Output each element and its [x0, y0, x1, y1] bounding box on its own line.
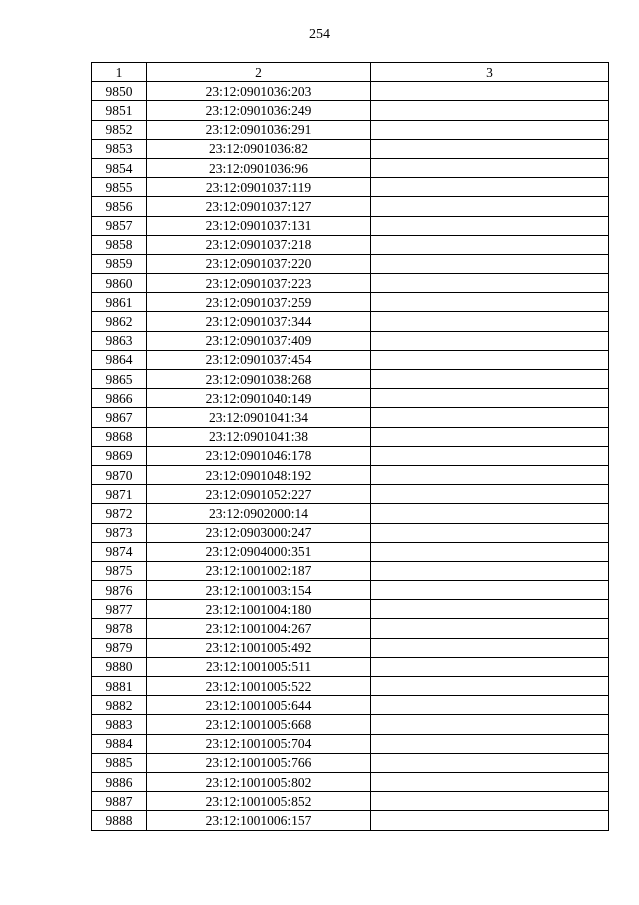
table-row — [92, 734, 609, 753]
table-row — [92, 619, 609, 638]
note-cell — [371, 523, 609, 542]
cadastral-number-cell: 23:12:1001005:644 — [147, 696, 371, 715]
row-number-cell: 9886 — [92, 772, 147, 791]
note-cell — [371, 408, 609, 427]
column-header-3: 3 — [371, 63, 609, 82]
cadastral-number-cell: 23:12:1001005:802 — [147, 772, 371, 791]
row-number-cell: 9866 — [92, 389, 147, 408]
note-cell — [371, 178, 609, 197]
row-number-cell: 9876 — [92, 581, 147, 600]
cadastral-number-cell: 23:12:1001005:511 — [147, 657, 371, 676]
table-row — [92, 465, 609, 484]
table-row — [92, 82, 609, 101]
table-row — [92, 197, 609, 216]
note-cell — [371, 600, 609, 619]
row-number-cell: 9869 — [92, 446, 147, 465]
cadastral-number-cell: 23:12:1001005:492 — [147, 638, 371, 657]
note-cell — [371, 561, 609, 580]
table-row — [92, 523, 609, 542]
row-number-cell: 9868 — [92, 427, 147, 446]
note-cell — [371, 792, 609, 811]
registry-table — [91, 62, 609, 831]
table-row — [92, 638, 609, 657]
note-cell — [371, 350, 609, 369]
row-number-cell: 9888 — [92, 811, 147, 830]
table-row — [92, 504, 609, 523]
note-cell — [371, 120, 609, 139]
note-cell — [371, 542, 609, 561]
row-number-cell: 9858 — [92, 235, 147, 254]
cadastral-number-cell: 23:12:1001005:852 — [147, 792, 371, 811]
cadastral-number-cell: 23:12:0901037:223 — [147, 274, 371, 293]
header-row — [92, 63, 609, 82]
row-number-cell: 9887 — [92, 792, 147, 811]
table-row — [92, 657, 609, 676]
cadastral-number-cell: 23:12:0901037:218 — [147, 235, 371, 254]
table-row — [92, 446, 609, 465]
table-row — [92, 331, 609, 350]
cadastral-number-cell: 23:12:1001005:668 — [147, 715, 371, 734]
cadastral-number-cell: 23:12:0901037:259 — [147, 293, 371, 312]
note-cell — [371, 696, 609, 715]
table-row — [92, 715, 609, 734]
table-row — [92, 696, 609, 715]
row-number-cell: 9877 — [92, 600, 147, 619]
cadastral-number-cell: 23:12:0901036:291 — [147, 120, 371, 139]
cadastral-number-cell: 23:12:0901041:34 — [147, 408, 371, 427]
row-number-cell: 9867 — [92, 408, 147, 427]
table-row — [92, 254, 609, 273]
cadastral-number-cell: 23:12:0901048:192 — [147, 465, 371, 484]
note-cell — [371, 753, 609, 772]
cadastral-number-cell: 23:12:0901037:409 — [147, 331, 371, 350]
row-number-cell: 9855 — [92, 178, 147, 197]
row-number-cell: 9861 — [92, 293, 147, 312]
cadastral-number-cell: 23:12:1001003:154 — [147, 581, 371, 600]
row-number-cell: 9853 — [92, 139, 147, 158]
note-cell — [371, 446, 609, 465]
note-cell — [371, 638, 609, 657]
row-number-cell: 9879 — [92, 638, 147, 657]
cadastral-number-cell: 23:12:0904000:351 — [147, 542, 371, 561]
row-number-cell: 9856 — [92, 197, 147, 216]
row-number-cell: 9880 — [92, 657, 147, 676]
row-number-cell: 9852 — [92, 120, 147, 139]
row-number-cell: 9854 — [92, 158, 147, 177]
note-cell — [371, 139, 609, 158]
row-number-cell: 9884 — [92, 734, 147, 753]
table-row — [92, 427, 609, 446]
note-cell — [371, 619, 609, 638]
row-number-cell: 9874 — [92, 542, 147, 561]
row-number-cell: 9865 — [92, 370, 147, 389]
row-number-cell: 9873 — [92, 523, 147, 542]
note-cell — [371, 485, 609, 504]
row-number-cell: 9850 — [92, 82, 147, 101]
table-row — [92, 370, 609, 389]
table-row — [92, 561, 609, 580]
row-number-cell: 9875 — [92, 561, 147, 580]
row-number-cell: 9872 — [92, 504, 147, 523]
cadastral-number-cell: 23:12:0901036:82 — [147, 139, 371, 158]
note-cell — [371, 734, 609, 753]
cadastral-number-cell: 23:12:1001004:267 — [147, 619, 371, 638]
row-number-cell: 9885 — [92, 753, 147, 772]
note-cell — [371, 274, 609, 293]
cadastral-number-cell: 23:12:0901041:38 — [147, 427, 371, 446]
table-row — [92, 101, 609, 120]
table-row — [92, 293, 609, 312]
table-row — [92, 216, 609, 235]
note-cell — [371, 158, 609, 177]
cadastral-number-cell: 23:12:0901036:249 — [147, 101, 371, 120]
table-row — [92, 753, 609, 772]
cadastral-number-cell: 23:12:0901037:344 — [147, 312, 371, 331]
cadastral-number-cell: 23:12:1001004:180 — [147, 600, 371, 619]
table-header — [92, 63, 609, 82]
note-cell — [371, 811, 609, 830]
table-row — [92, 408, 609, 427]
row-number-cell: 9863 — [92, 331, 147, 350]
row-number-cell: 9883 — [92, 715, 147, 734]
cadastral-number-cell: 23:12:0901038:268 — [147, 370, 371, 389]
table-row — [92, 120, 609, 139]
table-row — [92, 312, 609, 331]
cadastral-number-cell: 23:12:0901036:96 — [147, 158, 371, 177]
table-row — [92, 677, 609, 696]
table-row — [92, 600, 609, 619]
cadastral-number-cell: 23:12:0901037:119 — [147, 178, 371, 197]
table-row — [92, 235, 609, 254]
cadastral-number-cell: 23:12:1001006:157 — [147, 811, 371, 830]
note-cell — [371, 82, 609, 101]
table-row — [92, 581, 609, 600]
column-header-2: 2 — [147, 63, 371, 82]
row-number-cell: 9878 — [92, 619, 147, 638]
table-row — [92, 274, 609, 293]
note-cell — [371, 657, 609, 676]
table-row — [92, 485, 609, 504]
table-row — [92, 772, 609, 791]
note-cell — [371, 677, 609, 696]
table-row — [92, 542, 609, 561]
cadastral-number-cell: 23:12:0901040:149 — [147, 389, 371, 408]
row-number-cell: 9864 — [92, 350, 147, 369]
note-cell — [371, 389, 609, 408]
cadastral-number-cell: 23:12:0901036:203 — [147, 82, 371, 101]
note-cell — [371, 772, 609, 791]
cadastral-number-cell: 23:12:1001005:766 — [147, 753, 371, 772]
cadastral-number-cell: 23:12:0901046:178 — [147, 446, 371, 465]
note-cell — [371, 101, 609, 120]
table-row — [92, 811, 609, 830]
cadastral-number-cell: 23:12:0901037:131 — [147, 216, 371, 235]
note-cell — [371, 254, 609, 273]
row-number-cell: 9871 — [92, 485, 147, 504]
note-cell — [371, 504, 609, 523]
cadastral-number-cell: 23:12:0902000:14 — [147, 504, 371, 523]
cadastral-number-cell: 23:12:1001002:187 — [147, 561, 371, 580]
table-row — [92, 178, 609, 197]
table-body — [92, 82, 609, 830]
cadastral-number-cell: 23:12:0901037:454 — [147, 350, 371, 369]
row-number-cell: 9859 — [92, 254, 147, 273]
row-number-cell: 9870 — [92, 465, 147, 484]
note-cell — [371, 293, 609, 312]
cadastral-number-cell: 23:12:1001005:522 — [147, 677, 371, 696]
note-cell — [371, 370, 609, 389]
cadastral-number-cell: 23:12:0901037:220 — [147, 254, 371, 273]
row-number-cell: 9860 — [92, 274, 147, 293]
note-cell — [371, 581, 609, 600]
note-cell — [371, 427, 609, 446]
table-row — [92, 389, 609, 408]
table-row — [92, 350, 609, 369]
note-cell — [371, 331, 609, 350]
row-number-cell: 9857 — [92, 216, 147, 235]
row-number-cell: 9881 — [92, 677, 147, 696]
row-number-cell: 9882 — [92, 696, 147, 715]
note-cell — [371, 465, 609, 484]
note-cell — [371, 312, 609, 331]
page-number: 254 — [309, 27, 330, 42]
cadastral-number-cell: 23:12:0903000:247 — [147, 523, 371, 542]
row-number-cell: 9862 — [92, 312, 147, 331]
row-number-cell: 9851 — [92, 101, 147, 120]
note-cell — [371, 197, 609, 216]
table-row — [92, 158, 609, 177]
note-cell — [371, 216, 609, 235]
cadastral-number-cell: 23:12:0901052:227 — [147, 485, 371, 504]
cadastral-number-cell: 23:12:1001005:704 — [147, 734, 371, 753]
column-header-1: 1 — [92, 63, 147, 82]
note-cell — [371, 715, 609, 734]
cadastral-number-cell: 23:12:0901037:127 — [147, 197, 371, 216]
table-row — [92, 139, 609, 158]
table-row — [92, 792, 609, 811]
note-cell — [371, 235, 609, 254]
